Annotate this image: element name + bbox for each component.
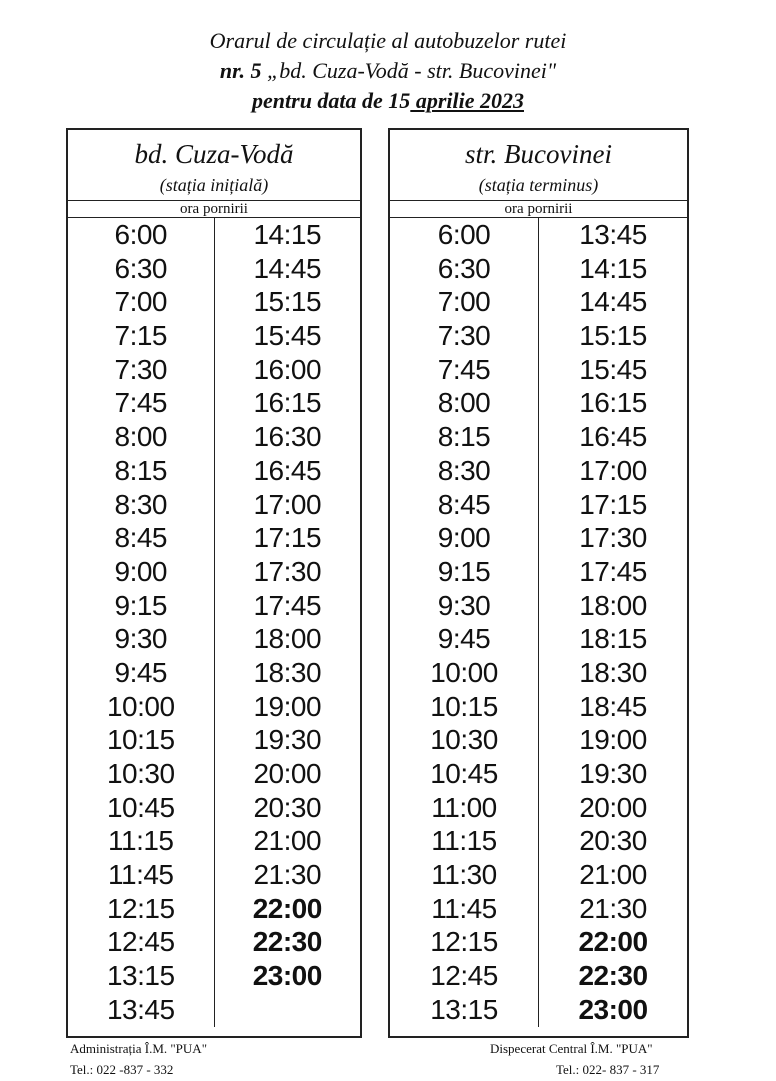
departure-time: 11:45 xyxy=(108,859,174,891)
departure-label: ora pornirii xyxy=(390,201,687,218)
schedule-title: Orarul de circulație al autobuzelor rutei xyxy=(209,28,567,53)
departure-time: 15:15 xyxy=(579,320,647,352)
departure-time: 18:15 xyxy=(579,623,647,655)
times-column-morning xyxy=(68,218,215,1027)
departure-time: 17:00 xyxy=(253,488,322,520)
departure-time: 14:15 xyxy=(579,252,647,284)
departure-time: 18:00 xyxy=(253,623,322,655)
route-number: nr. 5 xyxy=(219,58,262,83)
departure-time: 13:15 xyxy=(430,993,498,1025)
departure-time: 10:30 xyxy=(106,758,175,789)
departure-time: 7:30 xyxy=(437,320,491,352)
departure-time: 19:00 xyxy=(579,724,647,756)
departure-time: 18:45 xyxy=(579,690,647,722)
departure-time: 16:00 xyxy=(253,353,322,385)
departure-time: 8:45 xyxy=(437,488,491,520)
departure-time: 21:00 xyxy=(579,859,647,891)
departure-time: 23:00 xyxy=(578,993,648,1025)
departure-time: 7:00 xyxy=(114,286,167,318)
stop-type: (stația terminus) xyxy=(478,175,599,195)
route-name: „bd. Cuza-Vodă - str. Bucovinei" xyxy=(261,58,557,83)
departure-time: 15:45 xyxy=(579,353,647,385)
departure-time: 19:30 xyxy=(579,758,647,789)
departure-time: 10:45 xyxy=(430,758,498,789)
departure-time: 11:45 xyxy=(431,892,497,924)
departure-time: 9:15 xyxy=(437,555,491,587)
departure-time: 9:15 xyxy=(114,589,167,621)
departure-time: 9:30 xyxy=(437,589,491,621)
departure-time: 20:30 xyxy=(253,791,322,823)
departure-time: 10:15 xyxy=(430,690,498,722)
departure-time: 22:00 xyxy=(252,892,322,924)
times-column-afternoon xyxy=(539,218,687,1027)
departure-time: 13:45 xyxy=(579,219,647,250)
times-column-morning xyxy=(390,218,539,1027)
date-prefix: pentru data de 15 xyxy=(252,88,411,113)
departure-time: 18:30 xyxy=(579,656,647,688)
times-column-afternoon xyxy=(215,218,361,1027)
departure-time: 17:30 xyxy=(579,522,647,554)
departure-time: 22:30 xyxy=(578,960,648,992)
departure-time: 12:45 xyxy=(106,926,175,958)
departure-time: 7:45 xyxy=(437,353,491,385)
departure-time: 22:00 xyxy=(578,926,648,958)
departure-time: 6:00 xyxy=(114,219,167,250)
departure-time: 9:45 xyxy=(437,623,491,655)
departure-time: 11:15 xyxy=(108,825,174,857)
stop-type: (stația inițială) xyxy=(159,175,269,195)
departure-time: 8:30 xyxy=(437,454,491,486)
departure-time: 20:00 xyxy=(579,791,647,823)
departure-time: 10:00 xyxy=(106,690,175,722)
departure-time: 12:45 xyxy=(430,960,498,992)
stop-name: str. Bucovinei xyxy=(465,139,612,169)
departure-time: 19:30 xyxy=(253,724,322,756)
departure-time: 14:45 xyxy=(579,286,647,318)
departure-time: 21:30 xyxy=(253,859,322,891)
departure-time: 9:00 xyxy=(114,555,167,587)
departure-time: 19:00 xyxy=(253,690,322,722)
departure-time: 16:15 xyxy=(579,387,647,419)
departure-time: 16:15 xyxy=(253,387,322,419)
departure-time: 7:30 xyxy=(114,353,167,385)
route-title xyxy=(0,58,776,84)
departure-time: 23:00 xyxy=(252,960,322,992)
departure-time: 16:30 xyxy=(253,421,322,453)
departure-time: 13:15 xyxy=(106,960,175,992)
departure-time: 8:45 xyxy=(114,522,167,554)
departure-time: 14:15 xyxy=(253,219,322,250)
footer-admin: Administrația Î.M. "PUA" xyxy=(70,1041,207,1056)
times-grid xyxy=(68,218,360,1027)
departure-time: 21:30 xyxy=(579,892,647,924)
departure-time: 8:15 xyxy=(114,454,167,486)
departure-time: 20:00 xyxy=(253,758,322,789)
departure-time: 6:30 xyxy=(114,252,167,284)
departure-time: 9:00 xyxy=(437,522,491,554)
panel-header xyxy=(390,130,687,201)
departure-time: 7:45 xyxy=(114,387,167,419)
departure-time: 8:00 xyxy=(114,421,167,453)
footer-dispatch-tel: Tel.: 022- 837 - 317 xyxy=(556,1062,660,1077)
departure-time: 10:00 xyxy=(430,656,498,688)
departure-time: 10:15 xyxy=(106,724,175,756)
departure-time: 10:30 xyxy=(430,724,498,756)
departure-time: 17:15 xyxy=(253,522,322,554)
departure-time: 17:15 xyxy=(579,488,647,520)
departure-time xyxy=(215,993,361,1027)
departure-time: 18:30 xyxy=(253,656,322,688)
departure-time: 17:30 xyxy=(253,555,322,587)
departure-time: 17:45 xyxy=(253,589,322,621)
departure-time: 17:45 xyxy=(579,555,647,587)
departure-time: 12:15 xyxy=(106,892,175,924)
departure-time: 12:15 xyxy=(430,926,498,958)
date-line xyxy=(0,88,776,114)
departure-time: 11:00 xyxy=(431,791,497,823)
departure-time: 7:00 xyxy=(437,286,491,318)
timetable-bucovinei xyxy=(388,128,689,1038)
date-value: aprilie 2023 xyxy=(410,88,524,113)
footer-dispatch: Dispecerat Central Î.M. "PUA" xyxy=(490,1041,653,1056)
departure-label: ora pornirii xyxy=(68,201,360,218)
departure-time: 10:45 xyxy=(106,791,175,823)
departure-time: 6:00 xyxy=(437,219,491,250)
departure-time: 16:45 xyxy=(579,421,647,453)
departure-time: 9:45 xyxy=(114,656,167,688)
departure-time: 18:00 xyxy=(579,589,647,621)
timetable-cuza-voda xyxy=(66,128,362,1038)
departure-time: 15:15 xyxy=(253,286,322,318)
departure-time: 8:15 xyxy=(437,421,491,453)
departure-time: 9:30 xyxy=(114,623,167,655)
departure-time: 15:45 xyxy=(253,320,322,352)
stop-name: bd. Cuza-Vodă xyxy=(134,139,294,169)
times-grid xyxy=(390,218,687,1027)
departure-time: 6:30 xyxy=(437,252,491,284)
departure-time: 7:15 xyxy=(114,320,167,352)
departure-time: 11:15 xyxy=(431,825,497,857)
departure-time: 21:00 xyxy=(253,825,322,857)
departure-time: 20:30 xyxy=(579,825,647,857)
departure-time: 13:45 xyxy=(106,993,175,1025)
footer-admin-tel: Tel.: 022 -837 - 332 xyxy=(70,1062,174,1077)
departure-time: 22:30 xyxy=(252,926,322,958)
departure-time: 17:00 xyxy=(579,454,647,486)
departure-time: 11:30 xyxy=(431,859,497,891)
panel-header xyxy=(68,130,360,201)
departure-time: 8:00 xyxy=(437,387,491,419)
departure-time: 16:45 xyxy=(253,454,322,486)
departure-time: 8:30 xyxy=(114,488,167,520)
departure-time: 14:45 xyxy=(253,252,322,284)
